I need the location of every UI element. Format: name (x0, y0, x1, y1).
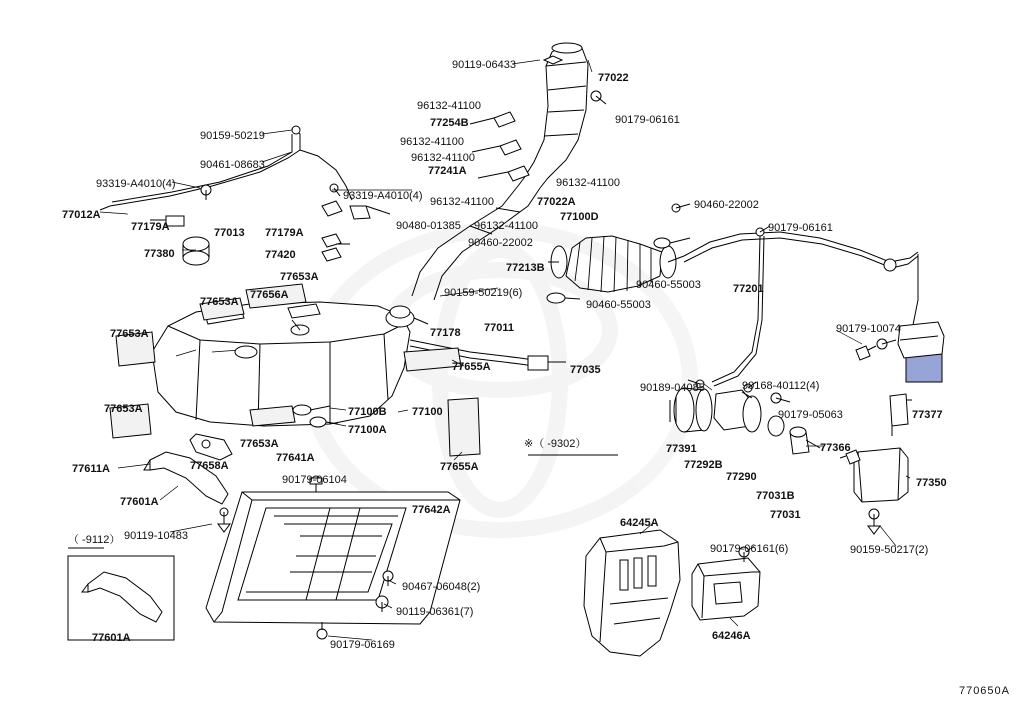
part-label: 77655A (440, 461, 479, 473)
part-label: 77178 (430, 327, 461, 339)
part-label: 90119-10483 (124, 530, 189, 542)
part-label: 77254B (430, 117, 469, 129)
part-label: 93319-A4010(4) (343, 190, 423, 202)
part-label: 90460-55003 (636, 279, 701, 291)
part-label: 96132-41100 (400, 136, 465, 148)
tank-band-bracket (144, 434, 232, 532)
drawing-code: 770650A (958, 685, 1010, 697)
part-label: 77350 (916, 477, 947, 489)
part-label: 77658A (190, 460, 229, 472)
part-label: 77377 (912, 409, 943, 421)
part-label: 77035 (570, 364, 601, 376)
part-label: 90179-06161 (615, 114, 680, 126)
part-label: 77031 (770, 509, 801, 521)
part-label: 90480-01385 (396, 220, 461, 232)
part-label: 77100 (412, 406, 443, 418)
part-label: 77653A (200, 296, 239, 308)
part-label: 77653A (110, 328, 149, 340)
part-label: 77013 (214, 227, 245, 239)
part-label: 90460-55003 (586, 299, 651, 311)
inset-77601a (68, 556, 174, 640)
part-label: 77642A (412, 504, 451, 516)
part-label: 90179-06104 (282, 474, 347, 486)
part-label: 77179A (265, 227, 304, 239)
part-label: 96132-41100 (556, 177, 621, 189)
part-label: 90179-06169 (330, 639, 395, 651)
part-label: 77611A (72, 463, 110, 475)
note-9302: ※（ -9302） (524, 438, 587, 450)
part-label: 77290 (726, 471, 757, 483)
note-9112: （ -9112） (68, 534, 121, 546)
part-label: 90460-22002 (694, 199, 759, 211)
part-label: 77031B (756, 490, 795, 502)
part-label: 77653A (104, 403, 143, 415)
part-label: 77022 (598, 72, 629, 84)
part-label: 90179-06161(6) (710, 543, 789, 555)
part-label: 77022A (537, 196, 576, 208)
part-label: 77011 (484, 322, 514, 334)
part-label: 96132-41100 (430, 196, 495, 208)
part-label: 90159-50217(2) (850, 544, 929, 556)
part-label: 64245A (620, 517, 659, 529)
part-label: 77601A (120, 496, 159, 508)
part-label: 93319-A4010(4) (96, 178, 176, 190)
part-label: 90119-06361(7) (396, 606, 474, 618)
part-label: 77213B (506, 262, 545, 274)
part-label: 77653A (240, 438, 279, 450)
part-label: 96132-41100 (411, 152, 476, 164)
part-label: 77653A (280, 271, 319, 283)
part-label: 64246A (712, 630, 751, 642)
part-label: 90159-50219 (200, 130, 265, 142)
part-label: 77641A (276, 452, 315, 464)
part-label: 96132-41100 (474, 220, 539, 232)
part-label: 77601A (92, 632, 131, 644)
part-label: 90179-06161 (768, 222, 833, 234)
part-label: 90460-22002 (468, 237, 533, 249)
part-label: 77100D (560, 211, 599, 223)
fuel-tube-77201 (684, 226, 918, 386)
part-label: 90179-05063 (778, 409, 843, 421)
part-label: 90461-08683 (200, 159, 265, 171)
part-label: 90119-06433 (452, 59, 517, 71)
part-label: 77391 (666, 443, 697, 455)
part-label: 90467-06048(2) (402, 581, 481, 593)
part-label: 77179A (131, 221, 170, 233)
part-label: 77241A (428, 165, 467, 177)
part-label: 90189-04085 (640, 382, 705, 394)
part-label: 77012A (62, 209, 101, 221)
part-label: 77656A (250, 289, 289, 301)
part-label: 90159-50219(6) (444, 287, 523, 299)
part-label: 77655A (452, 361, 491, 373)
part-label: 77201 (733, 283, 764, 295)
part-label: 77100B (348, 406, 387, 418)
part-label: 77420 (265, 249, 296, 261)
part-label: 90179-10074 (836, 323, 901, 335)
charcoal-canister (840, 322, 944, 534)
part-label: 77380 (144, 248, 175, 260)
part-label: 96132-41100 (417, 100, 482, 112)
part-label: 77366 (820, 442, 851, 454)
part-label: 90168-40112(4) (742, 380, 820, 392)
part-label: 77100A (348, 424, 387, 436)
part-label: 77292B (684, 459, 723, 471)
